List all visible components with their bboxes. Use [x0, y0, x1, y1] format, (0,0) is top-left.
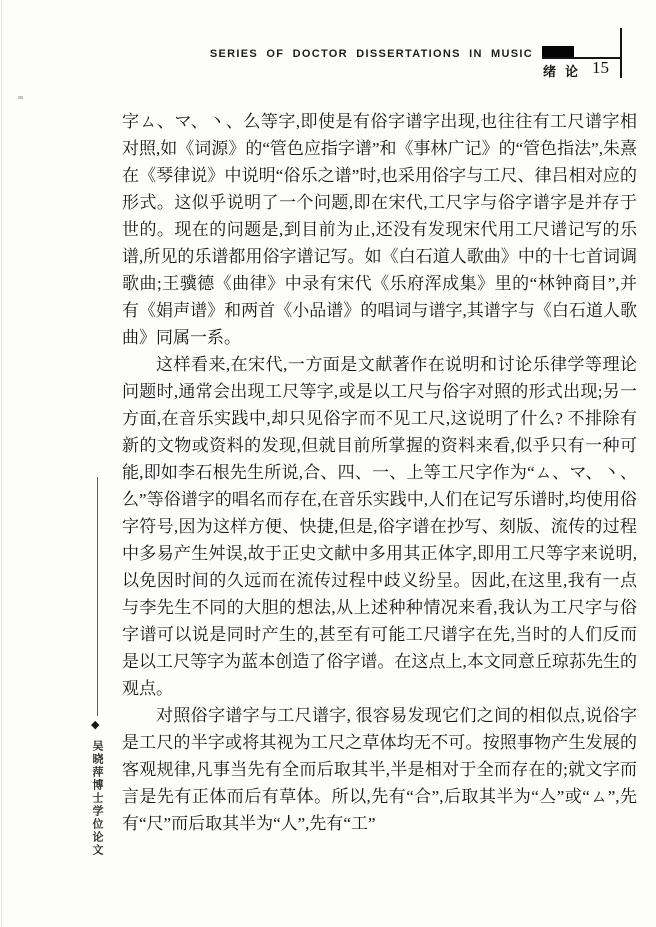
sidebar-vertical-title: 吴晓萍博士学位论文 — [91, 740, 103, 857]
scan-edge-line — [1, 0, 2, 927]
section-label: 绪论 — [543, 64, 588, 79]
paragraph: 这样看来,在宋代,一方面是文献著作在说明和讨论乐律学等理论问题时,通常会出现工尺等字,或是以工尺与俗字对照的形式出现;另一方面,在音乐实践中,却只见俗字而不见工尺,这说明了什么? 不排除有新的文物或资料的发现,但就目前所掌握的资料来看,似乎只有一种可能,即如李石根先生所说,合、四、一、上等工尺字作为“ㄙ、マ、丶、么”等俗谱字的唱名而存在,在音乐实践中,人们在记写乐谱时,均使用俗字符号,因为这样方便、快捷,但是,俗字谱在抄写、刻版、流传的过程中多易产生舛误,故于正史文献中多用其正体字,即用工尺等字来说明,以免因时间的久远而在流传过程中歧义纷呈。因此,在这里,我有一点与李先生不同的大胆的想法,从上述种种情况来看,我认为工尺字与俗字谱可以说是同时产生的,甚至有可能工尺谱字在先,当时的人们反而是以工尺等字为蓝本创造了俗字谱。在这点上,本文同意丘琼荪先生的观点。 — [122, 355, 637, 698]
scan-speck — [18, 96, 23, 99]
page-number: 15 — [592, 58, 609, 77]
header-horizontal-rule — [542, 57, 622, 59]
header-vertical-rule — [620, 28, 622, 78]
body-text-block — [122, 108, 637, 837]
series-title: SERIES OF DOCTOR DISSERTATIONS IN MUSIC — [209, 48, 533, 60]
sidebar-rule — [97, 477, 98, 716]
paragraph: 字ㄙ、マ、丶、么等字,即使是有俗字谱字出现,也往往有工尺谱字相对照,如《词源》的“管色应指字谱”和《事林广记》的“管色指法”,朱熹在《琴律说》中说明“俗乐之谱”时,也采用俗字与工尺、律吕相对应的形式。这似乎说明了一个问题,即在宋代,工尺字与俗字谱字是并存于世的。现在的问题是,到目前为止,还没有发现宋代用工尺谱记写的乐谱,所见的乐谱都用俗字谱记写。如《白石道人歌曲》中的十七首词调歌曲;王骥德《曲律》中录有宋代《乐府浑成集》里的“林钟商目”,并有《娟声谱》和两首《小品谱》的唱词与谱字,其谱字与《白石道人歌曲》同属一系。 — [122, 112, 637, 347]
paragraph: 对照俗字谱字与工尺谱字, 很容易发现它们之间的相似点,说俗字是工尺的半字或将其视为工尺之草体均无不可。按照事物产生发展的客观规律,凡事当先有全而后取其半,半是相对于全而存在的;就文字而言是先有正体而后有草体。所以,先有“合”,后取其半为“亼”或“ㄙ”,先有“尺”而后取其半为“人”,先有“工” — [122, 706, 637, 833]
diamond-icon: ◆ — [91, 719, 100, 731]
